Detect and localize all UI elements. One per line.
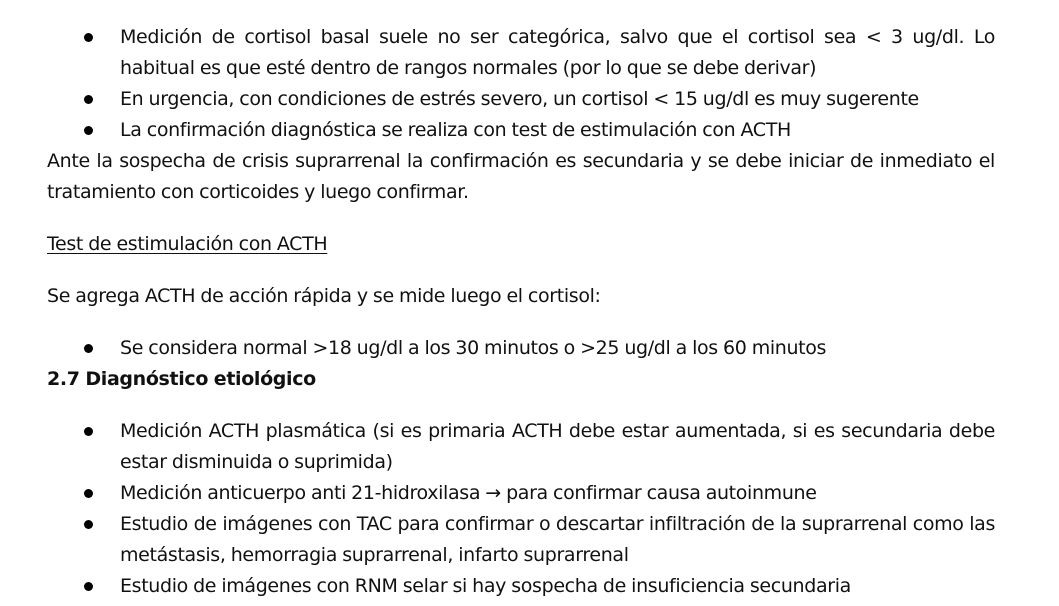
acth-test-intro: Se agrega ACTH de acción rápida y se mide luego el cortisol: <box>47 285 601 307</box>
acth-test-bullet-list <box>84 333 995 364</box>
bullet-icon <box>84 95 93 104</box>
list-item: En urgencia, con condiciones de estrés severo, un cortisol < 15 ug/dl es muy sugerente <box>84 84 995 115</box>
bullet-icon <box>84 520 93 529</box>
etiologic-bullet-list <box>84 416 995 602</box>
list-item: Medición ACTH plasmática (si es primaria ACTH debe estar aumentada, si es secundaria debe estar disminuida o suprimida) <box>84 416 995 478</box>
bullet-icon <box>84 427 93 436</box>
list-item: Estudio de imágenes con RNM selar si hay sospecha de insuficiencia secundaria <box>84 571 995 602</box>
bullet-icon <box>84 489 93 498</box>
section-heading-etiologic: 2.7 Diagnóstico etiológico <box>47 368 316 390</box>
list-item: Medición de cortisol basal suele no ser categórica, salvo que el cortisol sea < 3 ug/dl. Lo habitual es que esté dentro de rangos normales (por lo que se debe derivar) <box>84 22 995 84</box>
crisis-paragraph: Ante la sospecha de crisis suprarrenal la confirmación es secundaria y se debe iniciar de inmediato el tratamiento con corticoides y luego confirmar. <box>47 150 995 203</box>
bullet-icon <box>84 126 93 135</box>
list-item: La confirmación diagnóstica se realiza con test de estimulación con ACTH <box>84 115 995 146</box>
list-item: Estudio de imágenes con TAC para confirmar o descartar infiltración de la suprarrenal como las metástasis, hemorragia suprarrenal, infarto suprarrenal <box>84 509 995 571</box>
bullet-icon <box>84 33 93 42</box>
list-item: Se considera normal >18 ug/dl a los 30 minutos o >25 ug/dl a los 60 minutos <box>84 333 995 364</box>
bullet-icon <box>84 344 93 353</box>
list-item: Medición anticuerpo anti 21-hidroxilasa → para confirmar causa autoinmune <box>84 478 995 509</box>
bullet-icon <box>84 582 93 591</box>
cortisol-bullet-list <box>84 22 995 146</box>
acth-test-heading: Test de estimulación con ACTH <box>47 233 328 255</box>
